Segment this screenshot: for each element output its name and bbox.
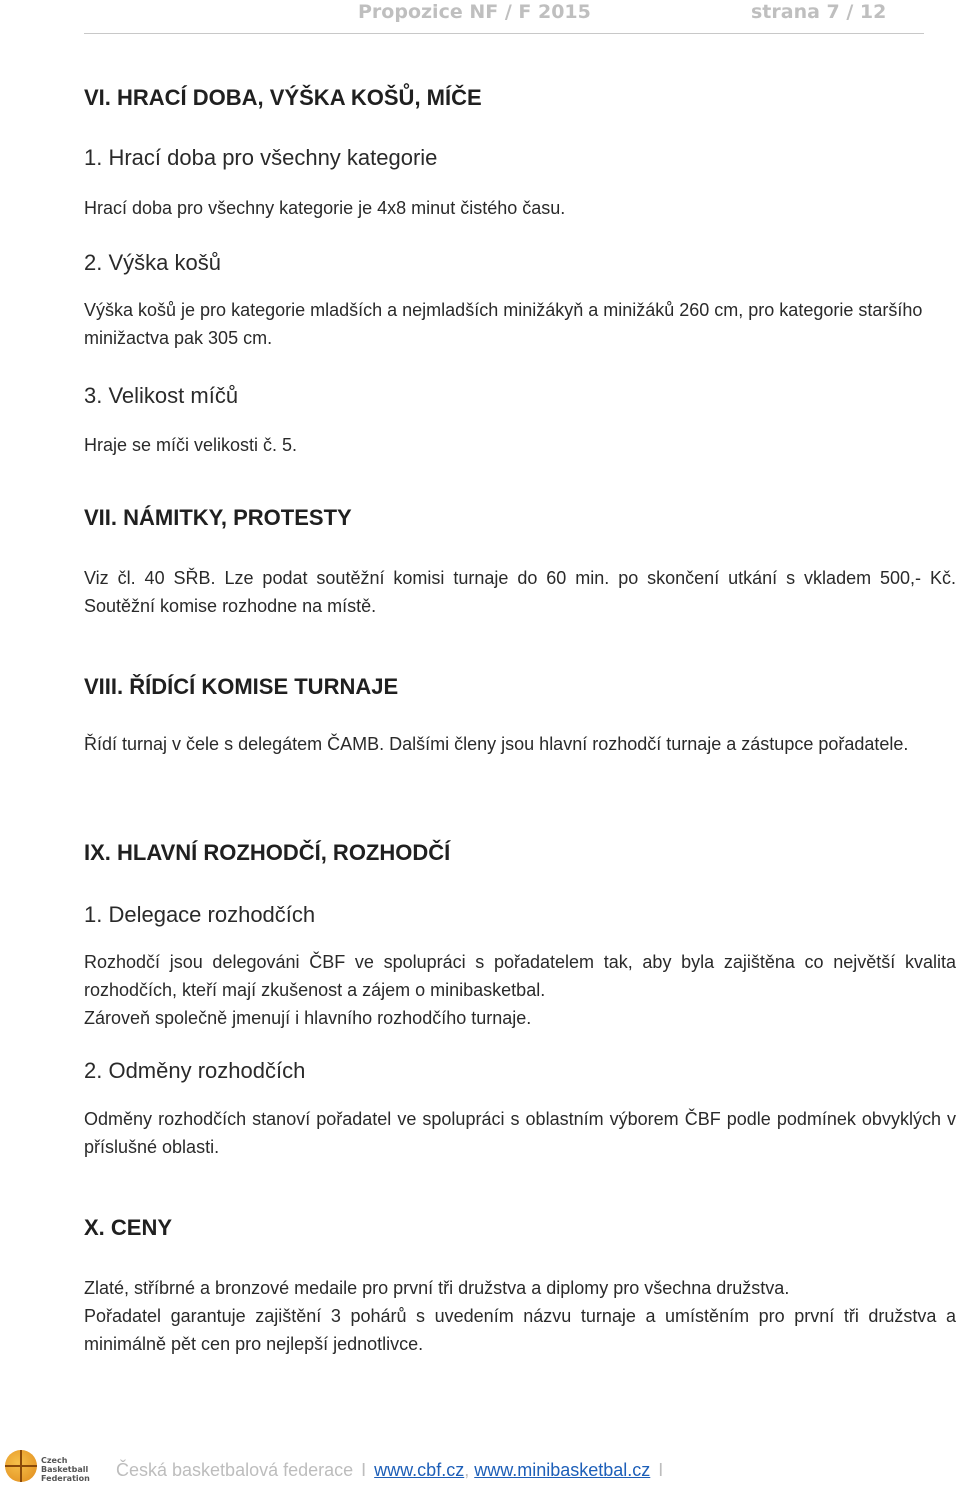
paragraph-head-referee: Zároveň společně jmenují i hlavního rozhodčího turnaje. xyxy=(84,1008,532,1028)
subsection-referee-fees: 2. Odměny rozhodčích xyxy=(84,1058,306,1083)
section-9-heading: IX. HLAVNÍ ROZHODČÍ, ROZHODČÍ xyxy=(84,840,451,865)
document-title: Propozice NF / F 2015 xyxy=(358,1,591,23)
section-6-heading: VI. HRACÍ DOBA, VÝŠKA KOŠŮ, MÍČE xyxy=(84,85,482,110)
paragraph-protests: Viz čl. 40 SŘB. Lze podat soutěžní komisi turnaje do 60 min. po skončení utkání s vkladem 500,- Kč. Soutěžní komise rozhodne na místě. xyxy=(84,568,956,616)
section-7-heading: VII. NÁMITKY, PROTESTY xyxy=(84,505,352,530)
paragraph-referee-delegation: Rozhodčí jsou delegováni ČBF ve spolupráci s pořadatelem tak, aby byla zajištěna co největší kvalita rozhodčích, kteří mají zkušenost a zájem o minibasketbal. xyxy=(84,952,956,1000)
basketball-icon xyxy=(5,1450,37,1482)
footer-text xyxy=(116,1460,671,1481)
footer-separator-end: I xyxy=(658,1460,664,1480)
subsection-ball-size: 3. Velikost míčů xyxy=(84,383,239,408)
header-divider xyxy=(84,33,924,34)
paragraph-basket-height: Výška košů je pro kategorie mladších a nejmladších minižákyň a minižáků 260 cm, pro kategorie staršího minižactva pak 305 cm. xyxy=(84,300,923,348)
subsection-playing-time: 1. Hrací doba pro všechny kategorie xyxy=(84,145,438,170)
cbf-logo xyxy=(5,1450,97,1484)
page-number: strana 7 / 12 xyxy=(751,1,887,23)
footer-comma: , xyxy=(464,1460,470,1480)
paragraph-playing-time: Hrací doba pro všechny kategorie je 4x8 minut čistého času. xyxy=(84,198,566,218)
paragraph-tournament-committee: Řídí turnaj v čele s delegátem ČAMB. Dalšími členy jsou hlavní rozhodčí turnaje a zástupce pořadatele. xyxy=(84,734,909,754)
logo-text: Czech Basketball Federation xyxy=(41,1456,90,1483)
subsection-referee-delegation: 1. Delegace rozhodčích xyxy=(84,902,316,927)
cbf-link[interactable]: www.cbf.cz xyxy=(374,1460,465,1480)
section-8-heading: VIII. ŘÍDÍCÍ KOMISE TURNAJE xyxy=(84,674,399,699)
page-header xyxy=(0,0,960,28)
minibasketbal-link[interactable]: www.minibasketbal.cz xyxy=(474,1460,651,1480)
paragraph-ball-size: Hraje se míči velikosti č. 5. xyxy=(84,435,298,455)
subsection-basket-height: 2. Výška košů xyxy=(84,250,221,275)
footer-separator: I xyxy=(361,1460,367,1480)
paragraph-trophies: Pořadatel garantuje zajištění 3 pohárů s uvedením názvu turnaje a umístěním pro první tři družstva a minimálně pět cen pro nejlepší jednotlivce. xyxy=(84,1306,956,1354)
paragraph-referee-fees: Odměny rozhodčích stanoví pořadatel ve spolupráci s oblastním výborem ČBF podle podmínek obvyklých v příslušné oblasti. xyxy=(84,1109,956,1157)
paragraph-medals: Zlaté, stříbrné a bronzové medaile pro první tři družstva a diplomy pro všechna družstva. xyxy=(84,1278,790,1298)
page-footer xyxy=(0,1446,960,1491)
footer-organization: Česká basketbalová federace xyxy=(116,1460,354,1480)
section-10-heading: X. CENY xyxy=(84,1215,173,1240)
